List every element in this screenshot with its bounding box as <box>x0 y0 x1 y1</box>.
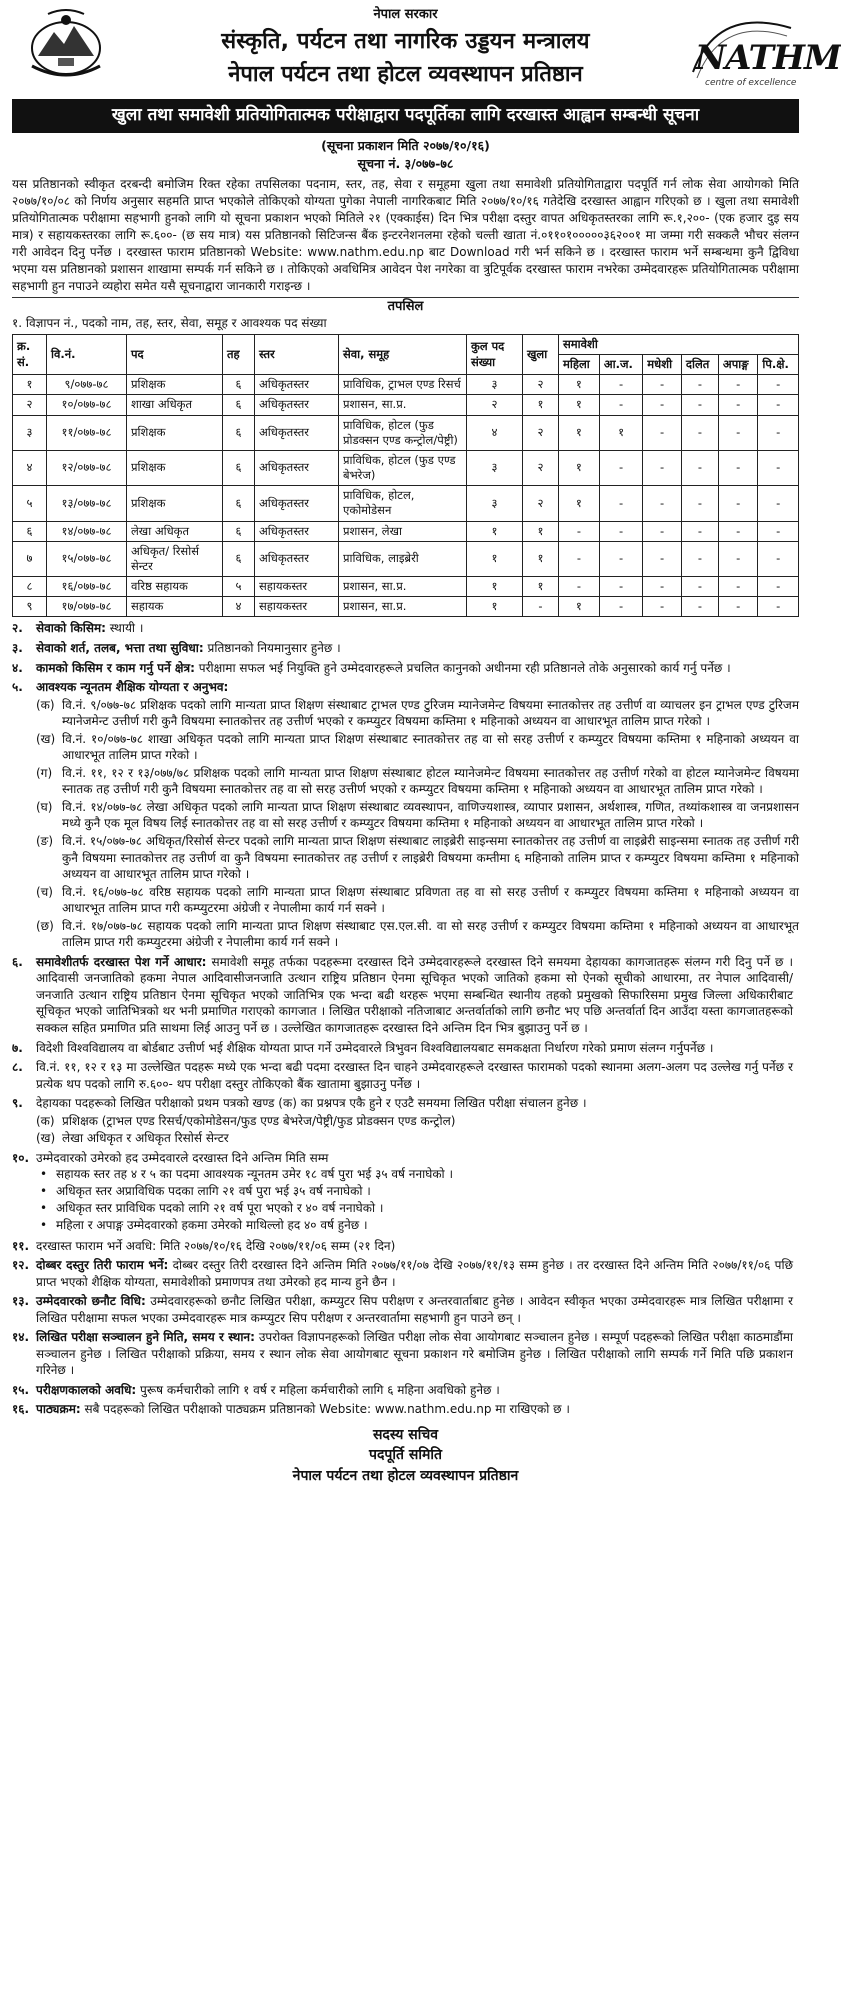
table-header-row <box>13 334 799 354</box>
table-cell: १ <box>523 521 559 541</box>
section-text: दोब्बर दस्तुर तिरी दरखास्त दिने अन्तिम मिति २०७७/११/०७ देखि २०७७/११/१३ सम्म हुनेछ । तर दरखास्त दिने अन्तिम मिति २०७७/११/०६ पछि प्राप्त भएको शैक्षिक योग्यता, समावेशीको प्रमाणपत्र तथा उमेरको हद मान्य हुने छैन । <box>36 1258 793 1289</box>
table-cell: - <box>758 541 799 576</box>
table-cell: १ <box>467 541 523 576</box>
section-8 <box>12 1059 799 1092</box>
section-number: ७. <box>12 1040 23 1055</box>
table-cell: १ <box>559 597 600 617</box>
table-cell: - <box>681 415 718 450</box>
nathm-logo <box>687 12 841 102</box>
bullet-text: सहायक स्तर तह ४ र ५ का पदमा आवश्यक न्यूनतम उमेर १८ वर्ष पुरा भई ३५ वर्ष ननाघेको । <box>56 1167 454 1182</box>
vacancy-table <box>12 334 799 618</box>
bullet-text: अधिकृत स्तर अप्राविधिक पदका लागि २१ वर्ष पुरा भई ३५ वर्ष ननाघेको । <box>56 1184 371 1199</box>
table-cell: प्राविधिक, लाइब्रेरी <box>339 541 467 576</box>
sub-item-text: वि.नं. १४/०७७-७८ लेखा अधिकृत पदको लागि मान्यता प्राप्त शिक्षण संस्थाबाट व्यवस्थापन, वाणिज्यशास्त्र, व्यापार प्रशासन, अर्थशास्त्र, गणित, तथ्यांकशास्त्र वा जनप्रशासन मध्ये कुनै एक मूल विषय लिई स्नातकोत्तर तह वा सो सरह उत्तीर्ण र कम्प्युटर विषयमा कम्तिमा १ महिनाको अध्ययन वा आधारभूत तालिम प्राप्त गरेको । <box>62 799 799 831</box>
table-cell: ४ <box>13 450 47 485</box>
col-service-group: सेवा, समूह <box>339 334 467 374</box>
table-cell: - <box>643 395 682 415</box>
intro-paragraph: यस प्रतिष्ठानको स्वीकृत दरबन्दी बमोजिम रिक्त रहेका तपसिलका पदनाम, स्तर, तह, सेवा र समूहमा खुला तथा समावेशी प्रतियोगिताद्वारा पदपूर्ति गर्न लोक सेवा आयोगको मिति २०७७/१०/०८ को निर्णय अनुसार सहमति प्राप्त भएकोले तोकिएको योग्यता पुगेका नेपाली नागरिकबाट मिति २०७७/१०/१६ गतेदेखि दरखास्त आह्वान गरिएको छ । खुला तथा समावेशी प्रतियोगितात्मक परीक्षामा सहभागी हुनको लागि यो सूचना प्रकाशन भएको मितिले २१ (एक्काईस) दिन भित्र परीक्षा दस्तुर वापत अधिकृतस्तरका लागि रू.१,२००- (एक हजार दुइ सय मात्र) र सहायकस्तरका लागि रू.६००- (छ सय मात्र) यस प्रतिष्ठानको सिटिजन्स बैंक इन्टरनेशनलमा रहेको चल्ती खाता नं.०११०१०००००३६२००१ मा जम्मा गरी सक्कलै भौचर संलग्न गरी आवेदन दिनु पर्नेछ । दरखास्त फाराम प्रतिष्ठानको Website: www.nathm.edu.np बाट Download गरी भर्न सकिने छ । दरखास्त फाराम भर्ने सम्बन्धमा कुनै द्विविधा भएमा यस प्रतिष्ठानको प्रशासन शाखामा सम्पर्क गर्न सकिने छ । तोकिएको अवधिमित्र आवेदन पेश नगरेका वा त्रुटिपूर्वक दरखास्त फाराम नभरेका उम्मेदवारहरू प्रतियोगितात्मक परीक्षामा सहभागी हुन नपाउने व्यहोरा समेत यसै सूचनाद्वारा जानकारी गराइन्छ । <box>12 176 799 293</box>
schedule-heading: तपसिल <box>12 297 799 315</box>
col-serial: क्र. सं. <box>13 334 47 374</box>
nepal-emblem-icon <box>18 6 114 84</box>
table-cell: १ <box>467 597 523 617</box>
section-text: उपरोक्त विज्ञापनहरूको लिखित परीक्षा लोक सेवा आयोगबाट सञ्चालन हुनेछ । सम्पूर्ण पदहरूको लिखित परीक्षा काठमाडौंमा सञ्चालन हुनेछ । लिखित परीक्षाको प्रक्रिया, समय र स्थान लोक सेवा आयोगबाट सूचना प्रकाशन गरे बमोजिम हुनेछ । लिखित परीक्षाको लागि सम्पर्क गर्ने मिति पछि प्रकाशन गरिनेछ । <box>36 1330 793 1378</box>
section-4 <box>12 660 799 677</box>
section-number: १५. <box>12 1382 30 1397</box>
sub-item <box>36 731 799 764</box>
table-cell: - <box>758 521 799 541</box>
table-row <box>13 450 799 485</box>
table-cell: १७/०७७-७८ <box>47 597 127 617</box>
table-row <box>13 597 799 617</box>
table-cell: २ <box>523 450 559 485</box>
table-cell: - <box>758 486 799 521</box>
bullet-icon: • <box>40 1218 48 1233</box>
table-cell: प्रशिक्षक <box>127 415 223 450</box>
table-cell: प्राविधिक, ट्राभल एण्ड रिसर्च <box>339 375 467 395</box>
col-ad-no: वि.नं. <box>47 334 127 374</box>
bullet-icon: • <box>40 1201 48 1216</box>
col-inclusive: समावेशी <box>559 334 799 354</box>
section-number: २. <box>12 621 23 636</box>
sub-item <box>36 799 799 832</box>
sub-item-label: (क) <box>36 697 55 712</box>
notice-banner: खुला तथा समावेशी प्रतियोगितात्मक परीक्षाद्वारा पदपूर्तिका लागि दरखास्त आह्वान सम्बन्धी सूचना <box>12 99 799 132</box>
table-cell: - <box>718 577 758 597</box>
committee-name: पदपूर्ति समिति <box>369 1447 442 1464</box>
table-cell: - <box>599 521 642 541</box>
section-title: परीक्षणकालको अवधि: <box>36 1382 137 1397</box>
table-cell: ४ <box>223 597 255 617</box>
table-cell: ६ <box>223 521 255 541</box>
table-cell: १ <box>523 577 559 597</box>
table-row <box>13 486 799 521</box>
table-cell: - <box>681 577 718 597</box>
table-row <box>13 577 799 597</box>
sub-item <box>36 1130 799 1147</box>
section-title: उम्मेदवारको छनौट विधि: <box>36 1294 146 1309</box>
table-cell: प्राविधिक, होटल, एकोमोडेसन <box>339 486 467 521</box>
table-cell: - <box>681 521 718 541</box>
table-cell: ४ <box>467 415 523 450</box>
section-number: ४. <box>12 660 23 675</box>
sub-item-label: (क) <box>36 1113 55 1128</box>
ministry-name: संस्कृति, पर्यटन तथा नागरिक उड्डयन मन्त्रालय <box>221 29 590 55</box>
section-number: १३. <box>12 1294 30 1309</box>
bullet-icon: • <box>40 1167 48 1182</box>
table-cell: - <box>718 415 758 450</box>
table-cell: - <box>559 541 600 576</box>
table-cell: ३ <box>467 375 523 395</box>
table-cell: प्रशासन, सा.प्र. <box>339 577 467 597</box>
table-cell: प्रशिक्षक <box>127 375 223 395</box>
table-cell: - <box>599 597 642 617</box>
bullet-item <box>40 1200 799 1217</box>
col-madhesi: मधेशी <box>643 355 682 375</box>
col-open: खुला <box>523 334 559 374</box>
section-number: १२. <box>12 1258 30 1273</box>
table-cell: - <box>681 375 718 395</box>
table-cell: - <box>758 450 799 485</box>
table-cell: १ <box>559 415 600 450</box>
signatory-title: सदस्य सचिव <box>372 1426 439 1443</box>
table-cell: - <box>599 395 642 415</box>
table-cell: - <box>718 486 758 521</box>
table-cell: अधिकृतस्तर <box>255 375 339 395</box>
table-body <box>13 375 799 617</box>
table-cell: ३ <box>467 486 523 521</box>
table-cell: १ <box>523 541 559 576</box>
col-disabled: अपाङ्ग <box>718 355 758 375</box>
section-text: सबै पदहरूको लिखित परीक्षाको पाठ्यक्रम प्रतिष्ठानको Website: www.nathm.edu.np मा राखिएको छ । <box>80 1402 570 1417</box>
table-cell: अधिकृतस्तर <box>255 415 339 450</box>
sub-item <box>36 697 799 730</box>
table-cell: ५ <box>13 486 47 521</box>
table-row <box>13 415 799 450</box>
table-cell: प्रशासन, सा.प्र. <box>339 395 467 415</box>
sub-item-text: प्रशिक्षक (ट्राभल एण्ड रिसर्च/एकोमोडेसन/फुड एण्ड बेभरेज/पेष्ट्री/फुड प्रोडक्सन एण्ड कन्ट्रोल) <box>62 1113 456 1128</box>
table-cell: अधिकृतस्तर <box>255 541 339 576</box>
sub-item-text: वि.नं. १०/०७७-७८ शाखा अधिकृत पदको लागि मान्यता प्राप्त शिक्षण संस्थाबाट स्नातकोत्तर तह वा सो सरह उत्तीर्ण र कम्प्युटर विषयमा कम्तिमा १ महिनाको अध्ययन वा आधारभूत तालिम प्राप्त गरेको । <box>62 731 799 763</box>
table-cell: प्रशिक्षक <box>127 486 223 521</box>
table-cell: २ <box>13 395 47 415</box>
section-text: परीक्षामा सफल भई नियुक्ति हुने उम्मेदवारहरूले प्रचलित कानुनको अधीनमा रही प्रतिष्ठानले तोके अनुसारको कार्य गर्नु पर्नेछ । <box>194 660 731 675</box>
section-number: १४. <box>12 1330 30 1345</box>
table-cell: १४/०७७-७८ <box>47 521 127 541</box>
table-cell: २ <box>467 395 523 415</box>
table-cell: - <box>559 577 600 597</box>
bullet-text: महिला र अपाङ्ग उम्मेदवारको हकमा उमेरको माथिल्लो हद ४० वर्ष हुनेछ । <box>56 1218 368 1233</box>
table-cell: १०/०७७-७८ <box>47 395 127 415</box>
table-cell: - <box>681 541 718 576</box>
sub-item-label: (ख) <box>36 731 56 746</box>
qualification-list <box>12 697 799 951</box>
logo-tagline: centre of excellence <box>705 78 797 88</box>
table-cell: - <box>643 521 682 541</box>
table-cell: - <box>643 375 682 395</box>
table-cell: १ <box>523 395 559 415</box>
section-number: ११. <box>12 1238 30 1253</box>
table-cell: ६ <box>223 541 255 576</box>
table-cell: ९ <box>13 597 47 617</box>
table-cell: - <box>523 597 559 617</box>
table-cell: सहायकस्तर <box>255 597 339 617</box>
table-cell: ६ <box>223 486 255 521</box>
table-cell: सहायक <box>127 597 223 617</box>
table-cell: - <box>718 521 758 541</box>
table-cell: १ <box>559 450 600 485</box>
bullet-item <box>40 1183 799 1200</box>
sub-item-text: वि.नं. ११, १२ र १३/०७७/७८ प्रशिक्षक पदको लागि मान्यता प्राप्त शिक्षण संस्थाबाट होटल म्यानेजमेन्ट विषयमा स्नातकोत्तर तह उत्तीर्ण गरेको वा होटल म्यानेजमेन्ट विषयमा स्नातक तह उत्तीर्ण गरी कुनै विषयमा स्नातकोत्तर तह वा सो सरह उत्तीर्ण भएको र कम्प्युटर विषयमा कम्तिमा १ महिनाको अध्ययन वा आधारभूत तालिम प्राप्त गरेको । <box>62 765 799 797</box>
table-cell: १ <box>467 521 523 541</box>
table-cell: - <box>681 486 718 521</box>
section-number: ९. <box>12 1096 23 1111</box>
table-cell: - <box>599 541 642 576</box>
table-cell: १५/०७७-७८ <box>47 541 127 576</box>
section-title: पाठ्यक्रम: <box>36 1402 81 1417</box>
table-cell: वरिष्ठ सहायक <box>127 577 223 597</box>
col-indigenous: आ.ज. <box>599 355 642 375</box>
sub-item-label: (ङ) <box>36 834 54 848</box>
sub-item-text: वि.नं. १५/०७७-७८ अधिकृत/रिसोर्स सेन्टर पदको लागि मान्यता प्राप्त शिक्षण संस्थाबाट लाइब्रेरी साइन्समा स्नातकोत्तर तह उत्तीर्ण वा लाइब्रेरी साइन्समा स्नातक तह उत्तीर्ण गरी कुनै विषयमा स्नातकोत्तर तह उत्तीर्ण वा कुनै विषयमा स्नातकोत्तर तह उत्तीर्ण र लाइब्रेरी विषयमा कम्तीमा ६ महिनाको तालिम प्राप्त र कम्प्युटर विषयमा कम्तिमा १ महिनाको अध्ययन वा आधारभूत तालिम प्राप्त गरेको । <box>62 834 799 882</box>
table-cell: - <box>599 375 642 395</box>
table-cell: - <box>643 486 682 521</box>
table-cell: - <box>599 450 642 485</box>
table-cell: - <box>758 577 799 597</box>
table-cell: - <box>718 395 758 415</box>
col-dalit: दलित <box>681 355 718 375</box>
section-16 <box>12 1401 799 1418</box>
table-cell: २ <box>523 375 559 395</box>
sub-item <box>36 884 799 917</box>
section-15 <box>12 1382 799 1399</box>
table-cell: अधिकृतस्तर <box>255 450 339 485</box>
col-women: महिला <box>559 355 600 375</box>
sub-item-text: वि.नं. १६/०७७-७८ वरिष्ठ सहायक पदको लागि मान्यता प्राप्त शिक्षण संस्थाबाट प्रविणता तह वा सो सरह उत्तीर्ण र कम्प्युटर विषयमा कम्तिमा १ महिनाको अध्ययन वा आधारभूत तालिम प्राप्त गरी कम्प्युटरमा अंग्रेजी र नेपालीमा कार्य गर्न सक्ने । <box>62 884 799 916</box>
table-caption: १. विज्ञापन नं., पदको नाम, तह, स्तर, सेवा, समूह र आवश्यक पद संख्या <box>12 316 327 331</box>
section-title: समावेशीतर्फ दरखास्त पेश गर्ने आधार: <box>36 954 207 969</box>
table-cell: - <box>718 597 758 617</box>
table-row <box>13 375 799 395</box>
table-cell: लेखा अधिकृत <box>127 521 223 541</box>
section-title: लिखित परीक्षा सञ्चालन हुने मिति, समय र स्थान: <box>36 1330 255 1345</box>
section-7 <box>12 1040 799 1057</box>
sub-item <box>36 1113 799 1130</box>
table-cell: प्रशासन, लेखा <box>339 521 467 541</box>
age-limit-list <box>12 1166 799 1234</box>
section-text: समावेशी समूह तर्फका पदहरूमा दरखास्त दिने उम्मेदवारहरूले दरखास्त दिने समयमा देहायका कागजातहरू संलग्न गरी दिनु पर्ने छ । आदिवासी जनजातिको हकमा नेपाल आदिवासीजनजाति उत्थान राष्ट्रिय प्रतिष्ठान ऐनमा सूचिकृत भएको जातिको हकमा सो ऐनको सूचीको आधारमा, तर नेपाल आदिवासी/जनजाति उत्थान राष्ट्रिय प्रतिष्ठान ऐनमा सूचिकृत भएको जातिभित्र एक भन्दा बढी थरहरू भएमा सम्बन्धित स्थानीय तहको प्रमुखको सिफारिसमा प्रमुख जिल्ला अधिकारीबाट सूचिकृत भएको जातिभित्रको थर भनी प्रमाणित गराएको कागजात । लिखित परीक्षाको नतिजाबाट अन्तर्वार्ताको लागि छनौट भए पछि अन्तर्वार्ता दिन आउँदा यस्ता कागजातहरूको सक्कल सहित प्रमाणित प्रति साथमा लिई आउनु पर्ने छ । उल्लेखित कागजातहरू दरखास्त दिने अन्तिम दिन भित्र बुझाउनु पर्ने छ । <box>36 954 793 1036</box>
section-title: सेवाको किसिम: <box>36 621 106 636</box>
table-cell: १ <box>559 486 600 521</box>
section-number: ५. <box>12 680 23 695</box>
table-cell: - <box>599 577 642 597</box>
table-cell: १ <box>13 375 47 395</box>
table-cell: अधिकृत/ रिसोर्स सेन्टर <box>127 541 223 576</box>
table-cell: - <box>599 486 642 521</box>
section-number: ८. <box>12 1060 23 1075</box>
table-cell: ५ <box>223 577 255 597</box>
col-post: पद <box>127 334 223 374</box>
section-number: १०. <box>12 1150 30 1165</box>
section-13 <box>12 1293 799 1326</box>
table-cell: - <box>718 450 758 485</box>
table-cell: - <box>758 375 799 395</box>
notice-number: सूचना नं. ३/०७७-७८ <box>357 156 454 172</box>
table-cell: - <box>559 521 600 541</box>
sub-item-text: वि.नं. १७/०७७-७८ सहायक पदको लागि मान्यता प्राप्त शिक्षण संस्थाबाट एस.एल.सी. वा सो सरह उत्तीर्ण र कम्प्युटर विषयमा कम्तिमा १ महिनाको अध्ययन वा आधारभूत तालिम प्राप्त गरी कम्प्युटरमा अंग्रेजी र नेपालीमा कार्य गर्न सक्ने । <box>62 918 799 950</box>
bullet-icon: • <box>40 1184 48 1199</box>
section-text: वि.नं. ११, १२ र १३ मा उल्लेखित पदहरू मध्ये एक भन्दा बढी पदमा दरखास्त दिन चाहने उम्मेदवारहरूले दरखास्त फारामको पदको स्थानमा अलग-अलग पद उल्लेख गर्नु पर्नेछ र प्रत्येक थप पदको लागि रु.६००- थप परीक्षा दस्तुर तोकिएको बैंक खातामा बुझाउनु पर्नेछ । <box>36 1060 793 1091</box>
table-cell: शाखा अधिकृत <box>127 395 223 415</box>
table-cell: - <box>758 597 799 617</box>
notice-header <box>12 6 799 89</box>
section-12 <box>12 1257 799 1290</box>
section-title: सेवाको शर्त, तलब, भत्ता तथा सुविधा: <box>36 640 204 655</box>
table-cell: - <box>681 395 718 415</box>
table-row <box>13 395 799 415</box>
table-cell: २ <box>523 415 559 450</box>
section-title: कामको किसिम र काम गर्नु पर्ने क्षेत्र: <box>36 660 195 675</box>
table-cell: ३ <box>467 450 523 485</box>
section-2 <box>12 620 799 637</box>
section-text: देहायका पदहरूको लिखित परीक्षाको प्रथम पत्रको खण्ड (क) का प्रश्नपत्र एकै हुने र एउटै समयमा लिखित परीक्षा संचालन हुनेछ । <box>36 1096 587 1111</box>
table-cell: अधिकृतस्तर <box>255 486 339 521</box>
table-cell: - <box>681 450 718 485</box>
section-number: १६. <box>12 1402 30 1417</box>
section-10 <box>12 1150 799 1167</box>
table-cell: २ <box>523 486 559 521</box>
table-cell: ७ <box>13 541 47 576</box>
sub-item-label: (च) <box>36 884 53 899</box>
col-total: कुल पद संख्या <box>467 334 523 374</box>
table-cell: - <box>718 541 758 576</box>
sub-item-label: (ख) <box>36 1131 56 1146</box>
table-cell: - <box>681 597 718 617</box>
table-cell: सहायकस्तर <box>255 577 339 597</box>
table-cell: - <box>718 375 758 395</box>
signature-block <box>12 1426 799 1485</box>
section-title: दोब्बर दस्तुर तिरी फाराम भर्ने: <box>36 1258 169 1273</box>
table-cell: - <box>643 415 682 450</box>
table-cell: ९/०७७-७८ <box>47 375 127 395</box>
publication-date: (सूचना प्रकाशन मिति २०७७/१०/१६) <box>321 137 490 153</box>
table-cell: ६ <box>13 521 47 541</box>
table-cell: - <box>643 577 682 597</box>
table-cell: - <box>643 541 682 576</box>
section-text: पुरूष कर्मचारीको लागि १ वर्ष र महिला कर्मचारीको लागि ६ महिना अवधिको हुनेछ । <box>136 1382 500 1397</box>
bullet-item <box>40 1166 799 1183</box>
table-cell: ६ <box>223 450 255 485</box>
section-text: दरखास्त फाराम भर्ने अवधि: मिति २०७७/१०/१६ देखि २०७७/११/०६ सम्म (२१ दिन) <box>36 1238 396 1253</box>
table-cell: अधिकृतस्तर <box>255 395 339 415</box>
section-11 <box>12 1238 799 1255</box>
sub-item-label: (घ) <box>36 799 53 814</box>
table-cell: १ <box>467 577 523 597</box>
table-cell: प्राविधिक, होटल (फुड एण्ड बेभरेज) <box>339 450 467 485</box>
table-cell: १ <box>599 415 642 450</box>
section-number: ६. <box>12 954 23 969</box>
col-level: तह <box>223 334 255 374</box>
table-cell: ८ <box>13 577 47 597</box>
table-row <box>13 521 799 541</box>
table-cell: - <box>758 415 799 450</box>
sub-item-label: (छ) <box>36 918 54 933</box>
table-cell: प्राविधिक, होटल (फुड प्रोडक्सन एण्ड कन्ट्रोल/पेष्ट्री) <box>339 415 467 450</box>
table-row <box>13 541 799 576</box>
table-cell: ६ <box>223 395 255 415</box>
table-cell: प्रशिक्षक <box>127 450 223 485</box>
section-6 <box>12 954 799 1037</box>
section-14 <box>12 1329 799 1379</box>
sub-item <box>36 833 799 883</box>
table-cell: १ <box>559 375 600 395</box>
bullet-text: अधिकृत स्तर प्राविधिक पदको लागि २१ वर्ष पूरा भएको र ४० वर्ष ननाघेको । <box>56 1201 384 1216</box>
government-label: नेपाल सरकार <box>373 7 438 22</box>
section-9 <box>12 1095 799 1112</box>
sub-item-label: (ग) <box>36 765 53 780</box>
table-cell: १२/०७७-७८ <box>47 450 127 485</box>
section-text: उम्मेदवारहरूको छनौट लिखित परीक्षा, कम्प्युटर सिप परीक्षण र अन्तरवार्ताबाट हुनेछ । आवेदन स्वीकृत भएका उम्मेदवारहरू मात्र लिखित परीक्षामा र लिखित परीक्षामा सफल भएका उम्मेदवारहरू मात्र कम्प्युटर सिप परीक्षण र अन्तरवार्तामा सहभागी हुन पाउने छन् । <box>36 1294 794 1325</box>
academy-name: नेपाल पर्यटन तथा होटल व्यवस्थापन प्रतिष्ठान <box>228 62 583 88</box>
section-text: उम्मेदवारको उमेरको हद उम्मेदवारले दरखास्त दिने अन्तिम मिति सम्म <box>36 1150 329 1165</box>
table-cell: प्रशासन, सा.प्र. <box>339 597 467 617</box>
section-text: विदेशी विश्वविद्यालय वा बोर्डबाट उत्तीर्ण भई शैक्षिक योग्यता प्राप्त गर्ने उम्मेदवारले त्रिभुवन विश्वविद्यालयबाट समकक्षता निर्धारण गरेको प्रमाण संलग्न गर्नुपर्नेछ । <box>36 1040 714 1055</box>
sub-item <box>36 765 799 798</box>
institution-name: नेपाल पर्यटन तथा होटल व्यवस्थापन प्रतिष्ठान <box>292 1467 519 1484</box>
table-cell: - <box>643 597 682 617</box>
table-cell: १३/०७७-७८ <box>47 486 127 521</box>
section-title: आवश्यक न्यूनतम शैक्षिक योग्यता र अनुभव: <box>36 680 229 695</box>
section-text: स्थायी । <box>105 621 144 636</box>
table-cell: ३ <box>13 415 47 450</box>
table-cell: १ <box>559 395 600 415</box>
section-number: ३. <box>12 640 23 655</box>
logo-wordmark: NATHM <box>695 38 841 78</box>
table-cell: अधिकृतस्तर <box>255 521 339 541</box>
section-text: प्रतिष्ठानको नियमानुसार हुनेछ । <box>203 640 341 655</box>
bullet-item <box>40 1217 799 1234</box>
exam-group-list <box>12 1113 799 1147</box>
section-5 <box>12 679 799 696</box>
table-cell: - <box>758 395 799 415</box>
col-backward-region: पि.क्षे. <box>758 355 799 375</box>
table-cell: १६/०७७-७८ <box>47 577 127 597</box>
table-cell: ११/०७७-७८ <box>47 415 127 450</box>
sub-item-text: लेखा अधिकृत र अधिकृत रिसोर्स सेन्टर <box>62 1131 229 1146</box>
col-grade: स्तर <box>255 334 339 374</box>
table-cell: ६ <box>223 375 255 395</box>
table-cell: - <box>643 450 682 485</box>
sub-item <box>36 918 799 951</box>
table-cell: ६ <box>223 415 255 450</box>
section-3 <box>12 640 799 657</box>
sub-item-text: वि.नं. ९/०७७-७८ प्रशिक्षक पदको लागि मान्यता प्राप्त शिक्षण संस्थाबाट ट्राभल एण्ड टुरिजम म्यानेजमेन्ट विषयमा स्नातकोत्तर तह उत्तीर्ण वा व्याचलर इन ट्राभल एण्ड टुरिजम म्यानेजमेन्ट उत्तीर्ण गरी कुनै विषयमा स्नातकोत्तर तह उत्तीर्ण भएको र कम्प्युटर विषयमा कम्तिमा १ महिनाको अध्ययन वा आधारभूत तालिम प्राप्त गरेको । <box>62 697 799 729</box>
